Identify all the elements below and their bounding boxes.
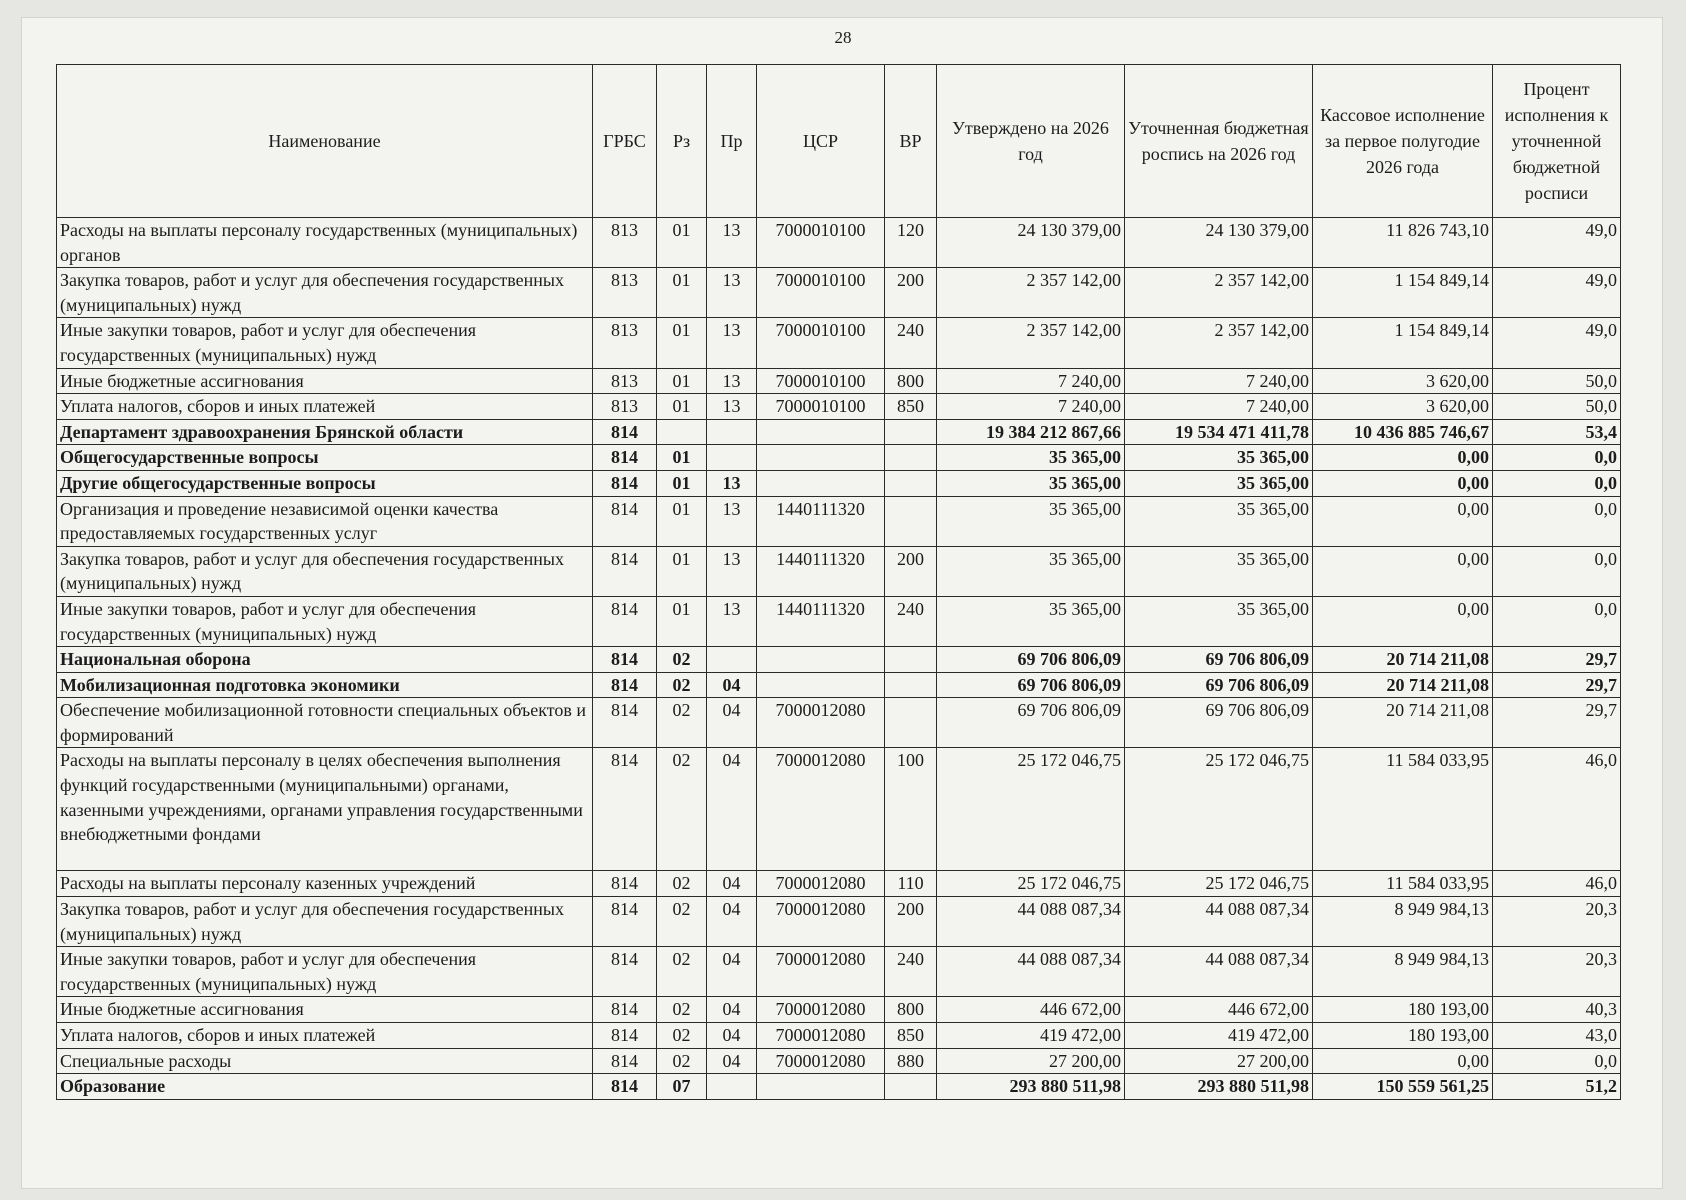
cell-vr <box>885 445 937 471</box>
cell-percent: 29,7 <box>1493 698 1621 748</box>
cell-pr: 04 <box>707 947 757 997</box>
cell-name: Мобилизационная подготовка экономики <box>57 672 593 698</box>
cell-cash: 0,00 <box>1313 1048 1493 1074</box>
table-row <box>57 1048 1621 1074</box>
cell-name: Департамент здравоохранения Брянской области <box>57 419 593 445</box>
cell-grbs: 814 <box>593 997 657 1023</box>
table-row <box>57 897 1621 947</box>
cell-vr: 200 <box>885 268 937 318</box>
cell-csr: 7000010100 <box>757 218 885 268</box>
cell-refined: 7 240,00 <box>1125 368 1313 394</box>
cell-grbs: 813 <box>593 268 657 318</box>
cell-csr: 7000010100 <box>757 368 885 394</box>
cell-grbs: 814 <box>593 947 657 997</box>
cell-percent: 0,0 <box>1493 546 1621 596</box>
cell-percent: 0,0 <box>1493 1048 1621 1074</box>
cell-refined: 35 365,00 <box>1125 546 1313 596</box>
cell-percent: 49,0 <box>1493 268 1621 318</box>
cell-approved: 2 357 142,00 <box>937 268 1125 318</box>
cell-name: Другие общегосударственные вопросы <box>57 470 593 496</box>
cell-rz: 02 <box>657 897 707 947</box>
cell-cash: 180 193,00 <box>1313 1023 1493 1049</box>
table-row <box>57 546 1621 596</box>
cell-csr: 1440111320 <box>757 546 885 596</box>
cell-name: Расходы на выплаты персоналу в целях обеспечения выполнения функций государственными (муниципальными) органами, казенными учреждениями, органами управления государственными внебюджетными фондами <box>57 748 593 871</box>
cell-vr: 200 <box>885 546 937 596</box>
cell-name: Иные бюджетные ассигнования <box>57 368 593 394</box>
cell-approved: 44 088 087,34 <box>937 897 1125 947</box>
cell-cash: 3 620,00 <box>1313 368 1493 394</box>
table-row <box>57 445 1621 471</box>
cell-csr <box>757 445 885 471</box>
cell-refined: 25 172 046,75 <box>1125 871 1313 897</box>
cell-csr <box>757 419 885 445</box>
table-row <box>57 268 1621 318</box>
cell-vr: 800 <box>885 368 937 394</box>
cell-approved: 25 172 046,75 <box>937 748 1125 871</box>
header-approved: Утверждено на 2026 год <box>937 65 1125 218</box>
header-percent: Процент исполнения к уточненной бюджетной росписи <box>1493 65 1621 218</box>
cell-name: Расходы на выплаты персоналу казенных учреждений <box>57 871 593 897</box>
cell-grbs: 813 <box>593 368 657 394</box>
cell-grbs: 814 <box>593 496 657 546</box>
cell-approved: 69 706 806,09 <box>937 647 1125 673</box>
cell-refined: 35 365,00 <box>1125 596 1313 646</box>
cell-percent: 49,0 <box>1493 218 1621 268</box>
cell-approved: 69 706 806,09 <box>937 698 1125 748</box>
header-grbs: ГРБС <box>593 65 657 218</box>
cell-name: Иные закупки товаров, работ и услуг для обеспечения государственных (муниципальных) нужд <box>57 947 593 997</box>
cell-approved: 7 240,00 <box>937 368 1125 394</box>
cell-csr: 7000012080 <box>757 947 885 997</box>
cell-vr <box>885 647 937 673</box>
cell-cash: 0,00 <box>1313 445 1493 471</box>
cell-rz: 02 <box>657 1048 707 1074</box>
header-csr: ЦСР <box>757 65 885 218</box>
cell-csr <box>757 672 885 698</box>
table-row <box>57 1074 1621 1100</box>
cell-pr: 04 <box>707 1048 757 1074</box>
cell-refined: 44 088 087,34 <box>1125 947 1313 997</box>
cell-pr: 13 <box>707 470 757 496</box>
cell-rz: 01 <box>657 546 707 596</box>
cell-pr: 04 <box>707 748 757 871</box>
cell-cash: 11 584 033,95 <box>1313 871 1493 897</box>
cell-percent: 0,0 <box>1493 596 1621 646</box>
cell-pr <box>707 647 757 673</box>
cell-rz: 01 <box>657 470 707 496</box>
cell-rz: 01 <box>657 445 707 471</box>
cell-refined: 69 706 806,09 <box>1125 672 1313 698</box>
cell-percent: 53,4 <box>1493 419 1621 445</box>
budget-execution-table <box>56 64 1621 1100</box>
cell-rz: 02 <box>657 748 707 871</box>
table-row <box>57 318 1621 368</box>
cell-approved: 25 172 046,75 <box>937 871 1125 897</box>
cell-grbs: 814 <box>593 897 657 947</box>
cell-percent: 50,0 <box>1493 368 1621 394</box>
table-row <box>57 698 1621 748</box>
cell-approved: 35 365,00 <box>937 546 1125 596</box>
cell-approved: 2 357 142,00 <box>937 318 1125 368</box>
cell-cash: 20 714 211,08 <box>1313 647 1493 673</box>
cell-csr: 7000010100 <box>757 318 885 368</box>
table-row <box>57 496 1621 546</box>
cell-name: Иные бюджетные ассигнования <box>57 997 593 1023</box>
cell-vr: 240 <box>885 947 937 997</box>
cell-grbs: 814 <box>593 546 657 596</box>
cell-name: Общегосударственные вопросы <box>57 445 593 471</box>
table-row <box>57 672 1621 698</box>
cell-rz: 01 <box>657 268 707 318</box>
cell-pr: 13 <box>707 394 757 420</box>
cell-percent: 43,0 <box>1493 1023 1621 1049</box>
cell-rz: 01 <box>657 496 707 546</box>
cell-grbs: 814 <box>593 1023 657 1049</box>
cell-refined: 35 365,00 <box>1125 496 1313 546</box>
cell-csr <box>757 647 885 673</box>
cell-vr: 850 <box>885 394 937 420</box>
cell-cash: 150 559 561,25 <box>1313 1074 1493 1100</box>
cell-grbs: 814 <box>593 871 657 897</box>
header-vr: ВР <box>885 65 937 218</box>
cell-grbs: 814 <box>593 748 657 871</box>
cell-refined: 2 357 142,00 <box>1125 268 1313 318</box>
cell-vr <box>885 470 937 496</box>
cell-approved: 44 088 087,34 <box>937 947 1125 997</box>
cell-vr: 880 <box>885 1048 937 1074</box>
cell-rz: 01 <box>657 596 707 646</box>
cell-cash: 3 620,00 <box>1313 394 1493 420</box>
cell-percent: 51,2 <box>1493 1074 1621 1100</box>
header-name: Наименование <box>57 65 593 218</box>
cell-approved: 35 365,00 <box>937 445 1125 471</box>
table-row <box>57 1023 1621 1049</box>
cell-grbs: 814 <box>593 698 657 748</box>
cell-approved: 27 200,00 <box>937 1048 1125 1074</box>
cell-approved: 7 240,00 <box>937 394 1125 420</box>
cell-csr: 1440111320 <box>757 596 885 646</box>
header-cash: Кассовое исполнение за первое полугодие 2026 года <box>1313 65 1493 218</box>
cell-name: Образование <box>57 1074 593 1100</box>
cell-vr <box>885 672 937 698</box>
cell-name: Обеспечение мобилизационной готовности специальных объектов и формирований <box>57 698 593 748</box>
header-rz: Рз <box>657 65 707 218</box>
cell-vr: 120 <box>885 218 937 268</box>
cell-refined: 44 088 087,34 <box>1125 897 1313 947</box>
cell-pr <box>707 419 757 445</box>
cell-name: Закупка товаров, работ и услуг для обеспечения государственных (муниципальных) нужд <box>57 546 593 596</box>
cell-pr: 13 <box>707 218 757 268</box>
cell-approved: 24 130 379,00 <box>937 218 1125 268</box>
cell-vr <box>885 419 937 445</box>
table-row <box>57 997 1621 1023</box>
table-row <box>57 947 1621 997</box>
cell-rz: 01 <box>657 394 707 420</box>
cell-name: Уплата налогов, сборов и иных платежей <box>57 394 593 420</box>
cell-vr <box>885 1074 937 1100</box>
cell-name: Закупка товаров, работ и услуг для обеспечения государственных (муниципальных) нужд <box>57 897 593 947</box>
cell-cash: 8 949 984,13 <box>1313 897 1493 947</box>
cell-csr <box>757 1074 885 1100</box>
cell-percent: 40,3 <box>1493 997 1621 1023</box>
cell-pr: 13 <box>707 268 757 318</box>
cell-percent: 20,3 <box>1493 897 1621 947</box>
cell-pr: 04 <box>707 672 757 698</box>
cell-rz: 01 <box>657 368 707 394</box>
cell-name: Национальная оборона <box>57 647 593 673</box>
cell-name: Закупка товаров, работ и услуг для обеспечения государственных (муниципальных) нужд <box>57 268 593 318</box>
cell-vr: 240 <box>885 318 937 368</box>
cell-pr: 13 <box>707 546 757 596</box>
cell-rz: 02 <box>657 871 707 897</box>
cell-pr: 04 <box>707 698 757 748</box>
cell-percent: 49,0 <box>1493 318 1621 368</box>
cell-refined: 19 534 471 411,78 <box>1125 419 1313 445</box>
cell-csr: 7000012080 <box>757 748 885 871</box>
table-row <box>57 748 1621 871</box>
cell-grbs: 814 <box>593 419 657 445</box>
cell-pr <box>707 1074 757 1100</box>
cell-cash: 1 154 849,14 <box>1313 268 1493 318</box>
cell-csr: 7000010100 <box>757 268 885 318</box>
cell-cash: 11 584 033,95 <box>1313 748 1493 871</box>
cell-percent: 0,0 <box>1493 470 1621 496</box>
page-number: 28 <box>834 28 852 47</box>
cell-cash: 0,00 <box>1313 470 1493 496</box>
cell-percent: 0,0 <box>1493 496 1621 546</box>
cell-rz: 02 <box>657 1023 707 1049</box>
cell-grbs: 814 <box>593 1074 657 1100</box>
cell-rz: 02 <box>657 672 707 698</box>
cell-refined: 69 706 806,09 <box>1125 698 1313 748</box>
cell-approved: 446 672,00 <box>937 997 1125 1023</box>
cell-cash: 10 436 885 746,67 <box>1313 419 1493 445</box>
cell-percent: 46,0 <box>1493 748 1621 871</box>
table-row <box>57 218 1621 268</box>
cell-cash: 0,00 <box>1313 546 1493 596</box>
cell-grbs: 814 <box>593 1048 657 1074</box>
cell-grbs: 813 <box>593 318 657 368</box>
cell-cash: 0,00 <box>1313 596 1493 646</box>
table-row <box>57 871 1621 897</box>
cell-refined: 27 200,00 <box>1125 1048 1313 1074</box>
cell-percent: 29,7 <box>1493 672 1621 698</box>
cell-pr: 13 <box>707 368 757 394</box>
cell-percent: 50,0 <box>1493 394 1621 420</box>
cell-rz: 02 <box>657 698 707 748</box>
cell-pr: 04 <box>707 1023 757 1049</box>
cell-vr <box>885 496 937 546</box>
cell-cash: 0,00 <box>1313 496 1493 546</box>
table-row <box>57 419 1621 445</box>
cell-approved: 35 365,00 <box>937 496 1125 546</box>
cell-vr: 110 <box>885 871 937 897</box>
cell-csr: 7000010100 <box>757 394 885 420</box>
cell-grbs: 813 <box>593 218 657 268</box>
cell-csr: 7000012080 <box>757 1048 885 1074</box>
cell-rz: 02 <box>657 997 707 1023</box>
cell-grbs: 814 <box>593 596 657 646</box>
cell-cash: 180 193,00 <box>1313 997 1493 1023</box>
cell-grbs: 814 <box>593 672 657 698</box>
cell-grbs: 814 <box>593 470 657 496</box>
cell-grbs: 814 <box>593 445 657 471</box>
cell-rz: 02 <box>657 647 707 673</box>
cell-refined: 446 672,00 <box>1125 997 1313 1023</box>
cell-name: Уплата налогов, сборов и иных платежей <box>57 1023 593 1049</box>
cell-pr: 04 <box>707 997 757 1023</box>
cell-approved: 19 384 212 867,66 <box>937 419 1125 445</box>
cell-csr: 7000012080 <box>757 871 885 897</box>
cell-pr <box>707 445 757 471</box>
table-row <box>57 368 1621 394</box>
cell-approved: 293 880 511,98 <box>937 1074 1125 1100</box>
cell-name: Расходы на выплаты персоналу государственных (муниципальных) органов <box>57 218 593 268</box>
header-pr: Пр <box>707 65 757 218</box>
table-row <box>57 470 1621 496</box>
table-row <box>57 394 1621 420</box>
cell-refined: 419 472,00 <box>1125 1023 1313 1049</box>
cell-rz: 02 <box>657 947 707 997</box>
cell-refined: 69 706 806,09 <box>1125 647 1313 673</box>
cell-refined: 25 172 046,75 <box>1125 748 1313 871</box>
cell-refined: 35 365,00 <box>1125 470 1313 496</box>
cell-refined: 2 357 142,00 <box>1125 318 1313 368</box>
table-row <box>57 596 1621 646</box>
cell-approved: 69 706 806,09 <box>937 672 1125 698</box>
cell-cash: 20 714 211,08 <box>1313 672 1493 698</box>
cell-rz: 01 <box>657 218 707 268</box>
cell-pr: 13 <box>707 596 757 646</box>
cell-rz: 07 <box>657 1074 707 1100</box>
cell-name: Иные закупки товаров, работ и услуг для обеспечения государственных (муниципальных) нужд <box>57 596 593 646</box>
cell-approved: 35 365,00 <box>937 596 1125 646</box>
cell-grbs: 814 <box>593 647 657 673</box>
cell-csr <box>757 470 885 496</box>
cell-cash: 11 826 743,10 <box>1313 218 1493 268</box>
cell-cash: 8 949 984,13 <box>1313 947 1493 997</box>
cell-vr: 850 <box>885 1023 937 1049</box>
cell-pr: 13 <box>707 318 757 368</box>
header-refined: Уточненная бюджетная роспись на 2026 год <box>1125 65 1313 218</box>
cell-vr: 100 <box>885 748 937 871</box>
cell-name: Иные закупки товаров, работ и услуг для обеспечения государственных (муниципальных) нужд <box>57 318 593 368</box>
cell-name: Организация и проведение независимой оценки качества предоставляемых государственных услуг <box>57 496 593 546</box>
cell-grbs: 813 <box>593 394 657 420</box>
cell-vr: 240 <box>885 596 937 646</box>
table-row <box>57 647 1621 673</box>
cell-name: Специальные расходы <box>57 1048 593 1074</box>
cell-vr <box>885 698 937 748</box>
cell-rz <box>657 419 707 445</box>
cell-rz: 01 <box>657 318 707 368</box>
cell-cash: 20 714 211,08 <box>1313 698 1493 748</box>
cell-pr: 04 <box>707 871 757 897</box>
cell-percent: 0,0 <box>1493 445 1621 471</box>
cell-refined: 24 130 379,00 <box>1125 218 1313 268</box>
cell-refined: 7 240,00 <box>1125 394 1313 420</box>
cell-csr: 7000012080 <box>757 897 885 947</box>
cell-csr: 7000012080 <box>757 997 885 1023</box>
cell-approved: 419 472,00 <box>937 1023 1125 1049</box>
cell-cash: 1 154 849,14 <box>1313 318 1493 368</box>
cell-csr: 1440111320 <box>757 496 885 546</box>
cell-vr: 200 <box>885 897 937 947</box>
cell-csr: 7000012080 <box>757 698 885 748</box>
cell-csr: 7000012080 <box>757 1023 885 1049</box>
table-header-row <box>57 65 1621 218</box>
cell-pr: 04 <box>707 897 757 947</box>
cell-approved: 35 365,00 <box>937 470 1125 496</box>
cell-refined: 293 880 511,98 <box>1125 1074 1313 1100</box>
cell-percent: 20,3 <box>1493 947 1621 997</box>
cell-pr: 13 <box>707 496 757 546</box>
cell-vr: 800 <box>885 997 937 1023</box>
cell-percent: 46,0 <box>1493 871 1621 897</box>
cell-percent: 29,7 <box>1493 647 1621 673</box>
cell-refined: 35 365,00 <box>1125 445 1313 471</box>
